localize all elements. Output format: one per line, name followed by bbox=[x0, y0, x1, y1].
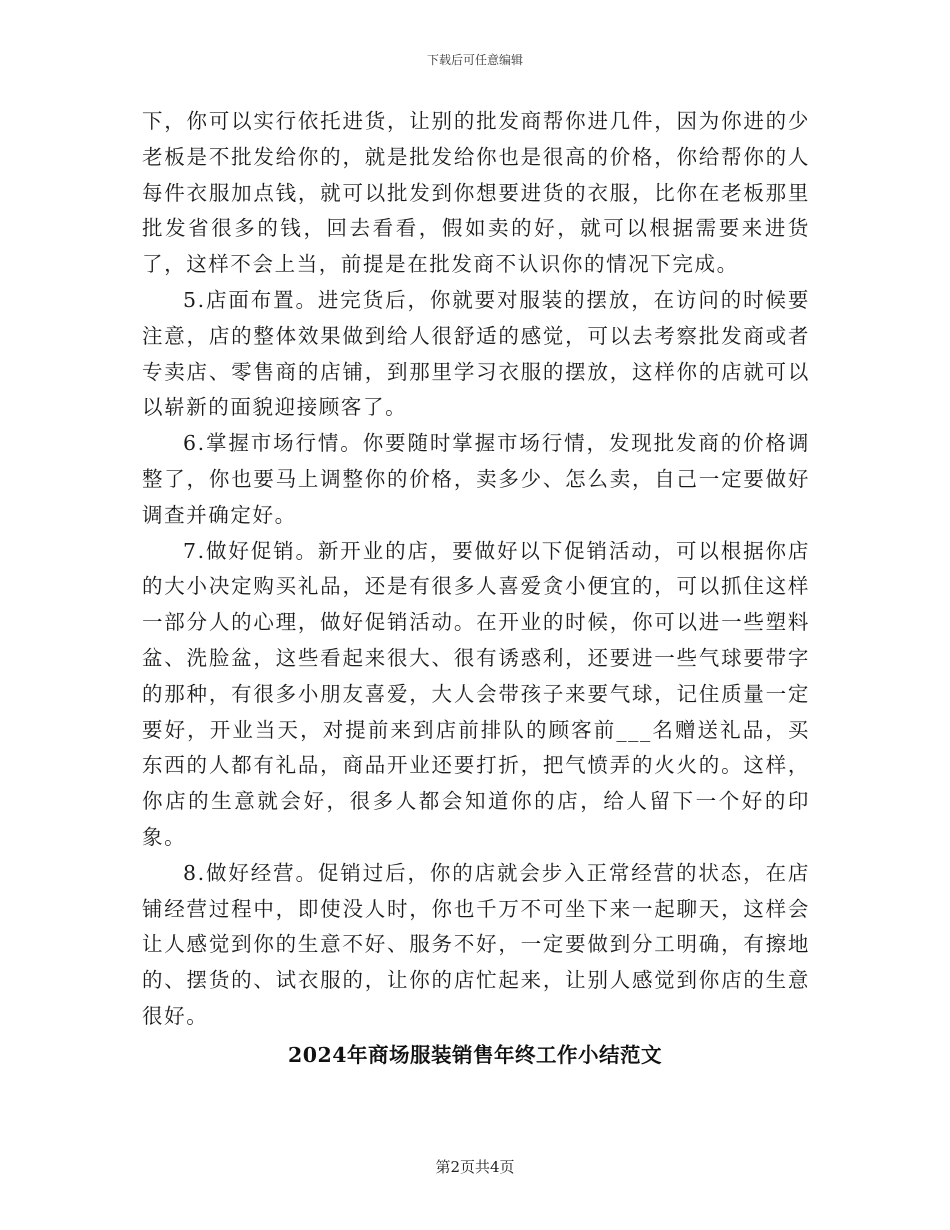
page-header: 下载后可任意编辑 bbox=[426, 53, 523, 67]
body-paragraph-promotion: 7.做好促销。新开业的店，要做好以下促销活动，可以根据你店的大小决定购买礼品，还是有很多人喜爱贪小便宜的，可以抓住这样一部分人的心理，做好促销活动。在开业的时候，你可以进一些塑料盆、洗脸盆，这些看起来很大、很有诱惑利，还要进一些气球要带字的那种，有很多小朋友喜爱，大人会带孩子来要气球，记住质量一定要好，开业当天，对提前来到店前排队的顾客前___名赠送礼品，买东西的人都有礼品，商品开业还要打折，把气愤弄的火火的。这样，你店的生意就会好，很多人都会知道你的店，给人留下一个好的印象。 bbox=[142, 538, 810, 849]
document-body bbox=[142, 104, 810, 1035]
body-paragraph-continued: 下，你可以实行依托进货，让别的批发商帮你进几件，因为你进的少老板是不批发给你的，就是批发给你也是很高的价格，你给帮你的人每件衣服加点钱，就可以批发到你想要进货的衣服，比你在老板那里批发省很多的钱，回去看看，假如卖的好，就可以根据需要来进货了，这样不会上当，前提是在批发商不认识你的情况下完成。 bbox=[142, 109, 810, 277]
section-title: 2024年商场服装销售年终工作小结范文 bbox=[287, 1043, 663, 1067]
body-paragraph-operation: 8.做好经营。促销过后，你的店就会步入正常经营的状态，在店铺经营过程中，即使没人时，你也千万不可坐下来一起聊天，这样会让人感觉到你的生意不好、服务不好，一定要做到分工明确，有擦地的、摆货的、试衣服的，让你的店忙起来，让别人感觉到你店的生意很好。 bbox=[142, 860, 810, 1028]
body-paragraph-market-trends: 6.掌握市场行情。你要随时掌握市场行情，发现批发商的价格调整了，你也要马上调整你的价格，卖多少、怎么卖，自己一定要做好调查并确定好。 bbox=[142, 431, 810, 527]
body-paragraph-store-layout: 5.店面布置。进完货后，你就要对服装的摆放，在访问的时候要注意，店的整体效果做到给人很舒适的感觉，可以去考察批发商或者专卖店、零售商的店铺，到那里学习衣服的摆放，这样你的店就可以以崭新的面貌迎接顾客了。 bbox=[142, 287, 810, 420]
page-footer: 第2页共4页 bbox=[435, 1158, 515, 1176]
